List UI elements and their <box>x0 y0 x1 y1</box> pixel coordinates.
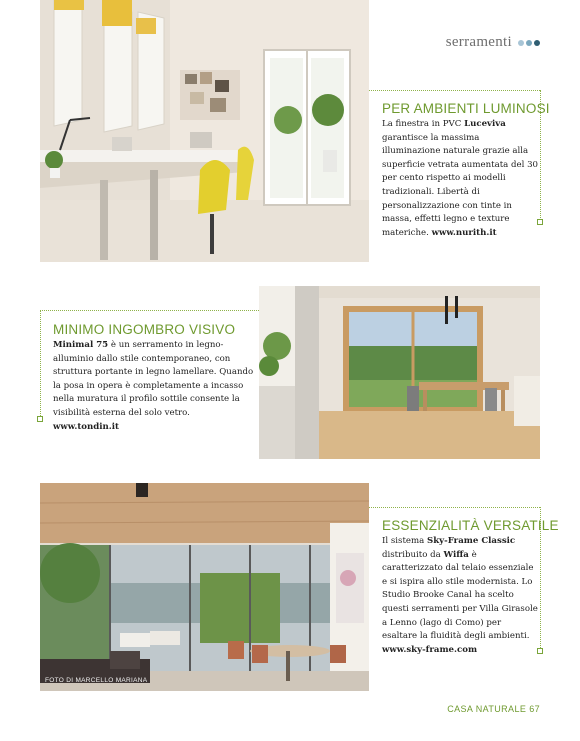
frame-corner-square <box>37 416 43 422</box>
article-body <box>382 118 540 240</box>
body-text-run: distribuito da <box>382 549 444 560</box>
photo-villa-lake <box>40 483 369 691</box>
body-bold-run: www.tondin.it <box>53 421 120 432</box>
article-title: MINIMO INGOMBRO VISIVO <box>53 322 236 337</box>
dotted-frame <box>369 90 540 91</box>
body-text-run: La finestra in PVC <box>382 119 465 129</box>
body-text-run: è caratterizzato dal telaio essenziale e si ispira allo stile modernista. Lo Studio Brooke Canal ha scelto questi serramenti per Villa Girasole a Lenno (lago di Como) per esaltare la fluidità degli ambienti. <box>382 549 538 642</box>
section-header <box>446 34 540 51</box>
article-title: ESSENZIALITÀ VERSATILE <box>382 518 559 533</box>
page-number: 67 <box>529 704 540 714</box>
body-text-run: Il sistema <box>382 536 427 546</box>
photo-office-window <box>40 0 369 262</box>
magazine-name: CASA NATURALE <box>447 704 527 714</box>
body-text-run: è un serramento in legno-alluminio dallo stile contemporaneo, con struttura portante in legno lamellare. Quando la posa in opera è completamente a incasso nella muratura il profilo sottile consente la visibilità esterna del solo vetro. <box>53 340 254 418</box>
body-bold-run: Wiffa <box>443 549 469 560</box>
section-label: serramenti <box>445 34 512 50</box>
body-bold-run: www.sky-frame.com <box>382 644 478 655</box>
page-footer <box>447 704 540 714</box>
article-minimal75 <box>53 322 257 434</box>
dot-icon <box>526 40 532 46</box>
photo-dining-room <box>259 286 540 459</box>
dotted-frame <box>40 310 259 311</box>
article-sky-frame <box>382 518 559 657</box>
dotted-frame <box>40 310 41 418</box>
body-bold-run: www.nurith.it <box>431 227 497 238</box>
article-luceviva <box>382 101 550 240</box>
decorative-dots <box>518 40 540 46</box>
body-text-run: garantisce la massima illuminazione naturale grazie alla superficie vetrata aumentata del 30 per cento rispetto ai modelli tradizionali. Libertà di personalizzazione con tinte in massa, effetti legno e texture materiche. <box>382 132 539 238</box>
photo-caption: FOTO DI MARCELLO MARIANA <box>45 677 148 684</box>
dot-icon <box>518 40 524 46</box>
article-body <box>53 339 257 434</box>
body-bold-run: Luceviva <box>464 119 506 129</box>
body-bold-run: Sky-Frame Classic <box>427 536 516 546</box>
article-body <box>382 535 538 657</box>
body-bold-run: Minimal 75 <box>53 340 109 350</box>
dotted-frame <box>369 507 540 508</box>
article-title: PER AMBIENTI LUMINOSI <box>382 101 550 116</box>
dot-icon <box>534 40 540 46</box>
